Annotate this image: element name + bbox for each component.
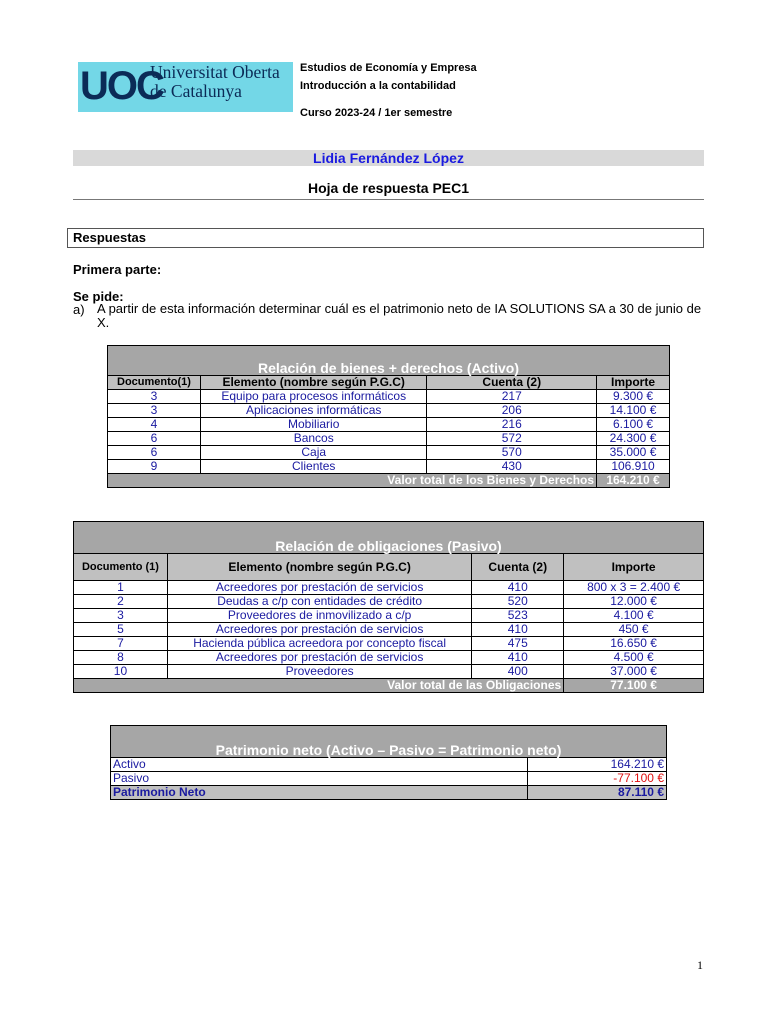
cell-importe: 4.100 €: [564, 609, 704, 623]
table-row: [108, 446, 670, 460]
table-row: [108, 460, 670, 474]
cell-documento: 9: [108, 460, 201, 474]
cell-cuenta: 475: [472, 637, 564, 651]
uoc-logo-mark: UOC: [80, 64, 163, 108]
header-studies: Estudios de Economía y Empresa: [300, 62, 477, 74]
table-row: [108, 432, 670, 446]
pasivo-header-documento: Documento (1): [74, 554, 168, 581]
table-row: [74, 665, 704, 679]
cell-elemento: Mobiliario: [200, 418, 427, 432]
cell-cuenta: 410: [472, 651, 564, 665]
patrimonio-total-value: 87.110 €: [528, 786, 667, 800]
cell-cuenta: 570: [427, 446, 597, 460]
cell-documento: 10: [74, 665, 168, 679]
patrimonio-activo-label: Activo: [111, 758, 528, 772]
cell-elemento: Clientes: [200, 460, 427, 474]
activo-header-elemento: Elemento (nombre según P.G.C): [200, 376, 427, 390]
cell-elemento: Deudas a c/p con entidades de crédito: [167, 595, 471, 609]
patrimonio-pasivo-value: -77.100 €: [528, 772, 667, 786]
table-row: [108, 418, 670, 432]
cell-cuenta: 400: [472, 665, 564, 679]
table-row: [108, 390, 670, 404]
table-row: [74, 595, 704, 609]
cell-importe: 450 €: [564, 623, 704, 637]
table-row: [74, 609, 704, 623]
pasivo-header-importe: Importe: [564, 554, 704, 581]
pasivo-header-elemento: Elemento (nombre según P.G.C): [167, 554, 471, 581]
cell-documento: 6: [108, 432, 201, 446]
cell-elemento: Bancos: [200, 432, 427, 446]
activo-total-label: Valor total de los Bienes y Derechos: [108, 474, 597, 488]
cell-importe: 35.000 €: [597, 446, 670, 460]
pasivo-table: [73, 521, 704, 693]
section-label: Respuestas: [73, 230, 146, 245]
patrimonio-table: [110, 725, 667, 800]
cell-documento: 5: [74, 623, 168, 637]
cell-cuenta: 410: [472, 623, 564, 637]
cell-elemento: Aplicaciones informáticas: [200, 404, 427, 418]
cell-elemento: Acreedores por prestación de servicios: [167, 651, 471, 665]
cell-documento: 3: [74, 609, 168, 623]
cell-elemento: Hacienda pública acreedora por concepto fiscal: [167, 637, 471, 651]
section-box: [67, 228, 704, 248]
patrimonio-total-label: Patrimonio Neto: [111, 786, 528, 800]
uoc-logo-text: [150, 63, 295, 101]
cell-elemento: Caja: [200, 446, 427, 460]
item-a-text: A partir de esta información determinar cuál es el patrimonio neto de IA SOLUTIONS SA a 30 de junio de X.: [97, 301, 702, 330]
cell-cuenta: 430: [427, 460, 597, 474]
patrimonio-title: Patrimonio neto (Activo – Pasivo = Patrimonio neto): [111, 726, 667, 758]
activo-header-cuenta: Cuenta (2): [427, 376, 597, 390]
cell-cuenta: 410: [472, 581, 564, 595]
pasivo-total-label: Valor total de las Obligaciones: [74, 679, 564, 693]
cell-documento: 6: [108, 446, 201, 460]
cell-elemento: Acreedores por prestación de servicios: [167, 581, 471, 595]
cell-importe: 9.300 €: [597, 390, 670, 404]
header-course-year: Curso 2023-24 / 1er semestre: [300, 107, 453, 119]
cell-documento: 7: [74, 637, 168, 651]
logo-line-1: Universitat Oberta: [150, 62, 280, 82]
patrimonio-activo-value: 164.210 €: [528, 758, 667, 772]
item-a-marker: a): [73, 302, 85, 317]
part-heading: Primera parte:: [73, 262, 162, 277]
cell-documento: 8: [74, 651, 168, 665]
cell-importe: 24.300 €: [597, 432, 670, 446]
cell-cuenta: 217: [427, 390, 597, 404]
cell-cuenta: 572: [427, 432, 597, 446]
cell-importe: 14.100 €: [597, 404, 670, 418]
cell-importe: 12.000 €: [564, 595, 704, 609]
cell-importe: 800 x 3 = 2.400 €: [564, 581, 704, 595]
cell-importe: 16.650 €: [564, 637, 704, 651]
table-row: [74, 581, 704, 595]
activo-header-documento: Documento(1): [108, 376, 201, 390]
table-row: [74, 637, 704, 651]
pasivo-header-cuenta: Cuenta (2): [472, 554, 564, 581]
cell-importe: 4.500 €: [564, 651, 704, 665]
header-course-name: Introducción a la contabilidad: [300, 80, 456, 92]
patrimonio-pasivo-label: Pasivo: [111, 772, 528, 786]
cell-importe: 6.100 €: [597, 418, 670, 432]
table-row: [74, 623, 704, 637]
activo-table: [107, 345, 670, 488]
activo-title: Relación de bienes + derechos (Activo): [108, 346, 670, 376]
cell-documento: 3: [108, 390, 201, 404]
student-name: Lidia Fernández López: [73, 150, 704, 166]
page-number: 1: [697, 958, 703, 972]
cell-documento: 1: [74, 581, 168, 595]
cell-importe: 106.910: [597, 460, 670, 474]
cell-elemento: Acreedores por prestación de servicios: [167, 623, 471, 637]
cell-documento: 2: [74, 595, 168, 609]
cell-importe: 37.000 €: [564, 665, 704, 679]
pasivo-total-value: 77.100 €: [564, 679, 704, 693]
cell-elemento: Proveedores de inmovilizado a c/p: [167, 609, 471, 623]
cell-cuenta: 520: [472, 595, 564, 609]
table-row: [74, 651, 704, 665]
activo-total-value: 164.210 €: [597, 474, 670, 488]
logo-line-2: de Catalunya: [150, 81, 242, 101]
pasivo-title: Relación de obligaciones (Pasivo): [74, 522, 704, 554]
cell-cuenta: 216: [427, 418, 597, 432]
cell-elemento: Proveedores: [167, 665, 471, 679]
cell-documento: 4: [108, 418, 201, 432]
activo-header-importe: Importe: [597, 376, 670, 390]
cell-documento: 3: [108, 404, 201, 418]
se-pide-heading: Se pide:: [73, 289, 124, 304]
table-row: [108, 404, 670, 418]
cell-cuenta: 206: [427, 404, 597, 418]
cell-elemento: Equipo para procesos informáticos: [200, 390, 427, 404]
document-title: Hoja de respuesta PEC1: [307, 180, 470, 196]
title-divider: [73, 199, 704, 200]
cell-cuenta: 523: [472, 609, 564, 623]
